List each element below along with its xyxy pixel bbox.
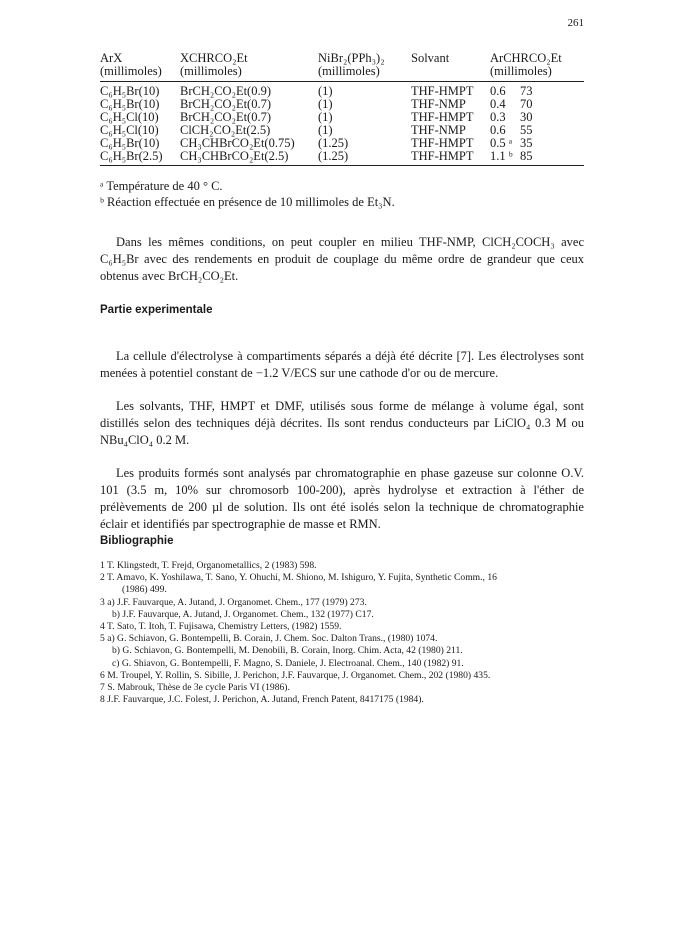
paragraph-coupling bbox=[100, 234, 584, 285]
header-product-label: ArCHRCO₂Et bbox=[490, 51, 562, 65]
header-ester-unit: (millimoles) bbox=[180, 64, 242, 78]
cell-product-mmol: 0.6 bbox=[490, 84, 506, 98]
results-table bbox=[100, 52, 584, 166]
cell-yield: 85 bbox=[520, 150, 584, 166]
cell-solvent: THF-HMPT bbox=[411, 150, 490, 166]
header-catalyst-unit: (millimoles) bbox=[318, 64, 380, 78]
header-arx-label: ArX bbox=[100, 51, 123, 65]
table-footnotes bbox=[100, 178, 395, 210]
table-row bbox=[100, 98, 584, 111]
reference-item-continuation: (1986) 499. bbox=[122, 584, 167, 596]
reference-item: 7 S. Mabrouk, Thèse de 3e cycle Paris VI (1986). bbox=[100, 682, 290, 694]
table-body bbox=[100, 82, 584, 166]
cell-ester: BrCH₂CO₂Et(0.7) bbox=[180, 97, 272, 111]
cell-product-mmol: 0.6 bbox=[490, 123, 506, 137]
paragraph-electrolysis-cell bbox=[100, 348, 584, 382]
page-number: 261 bbox=[567, 17, 584, 29]
cell-ester: CH₃CHBrCO₂Et(0.75) bbox=[180, 136, 295, 150]
reference-item-sub: c) G. Shiavon, G. Bontempelli, F. Magno, S. Daniele, J. Electroanal. Chem., 140 (1982) 91. bbox=[112, 657, 464, 669]
cell-arx: C₆H₅Br(10) bbox=[100, 84, 160, 98]
cell-ester: ClCH₂CO₂Et(2.5) bbox=[180, 123, 271, 137]
cell-catalyst: (1) bbox=[318, 123, 333, 137]
cell-yield: 73 bbox=[520, 84, 533, 98]
paragraph-analysis bbox=[100, 465, 584, 533]
reference-item: 6 M. Troupel, Y. Rollin, S. Sibille, J. Perichon, J.F. Fauvarque, J. Organomet. Chem., 202 (1980) 435. bbox=[100, 669, 491, 681]
cell-catalyst: (1) bbox=[318, 110, 333, 124]
cell-yield: 30 bbox=[520, 110, 533, 124]
cell-arx: C₆H₅Br(10) bbox=[100, 97, 160, 111]
cell-yield: 35 bbox=[520, 136, 533, 150]
header-arx bbox=[100, 52, 180, 82]
paragraph-analysis-text: Les produits formés sont analysés par chromatographie en phase gazeuse sur colonne O.V. 101 (3.5 m, 10% sur chromosorb 100-200), après hydrolyse et extraction à l'éther de prélèvements de 200 µl de solution. Ils ont été isolés selon la technique de chromatographie éclair et identifiés par spectrographie de masse et RMN. bbox=[100, 466, 584, 531]
cell-product-mmol: 0.5 ᵃ bbox=[490, 136, 513, 150]
cell-product-mmol: 0.4 bbox=[490, 97, 506, 111]
table-row bbox=[100, 82, 584, 99]
cell-solvent: THF-NMP bbox=[411, 123, 466, 137]
reference-item: 1 T. Klingstedt, T. Frejd, Organometallics, 2 (1983) 598. bbox=[100, 560, 317, 571]
header-arx-unit: (millimoles) bbox=[100, 64, 162, 78]
cell-arx: C₆H₅Br(2.5) bbox=[100, 150, 180, 166]
footnote-b: ᵇ Réaction effectuée en présence de 10 millimoles de Et₃N. bbox=[100, 195, 395, 209]
cell-arx: C₆H₅Cl(10) bbox=[100, 123, 159, 137]
cell-yield: 55 bbox=[520, 123, 533, 137]
footnote-a: ᵃ Température de 40 ° C. bbox=[100, 179, 223, 193]
cell-yield: 70 bbox=[520, 97, 533, 111]
section-heading-experimental: Partie experimentale bbox=[100, 304, 213, 316]
cell-ester: BrCH₂CO₂Et(0.9) bbox=[180, 84, 272, 98]
reference-item: 3 a) J.F. Fauvarque, A. Jutand, J. Organomet. Chem., 177 (1979) 273. bbox=[100, 596, 367, 608]
cell-catalyst: (1.25) bbox=[318, 150, 411, 166]
reference-item-sub: b) J.F. Fauvarque, A. Jutand, J. Organomet. Chem., 132 (1977) C17. bbox=[112, 608, 374, 620]
header-ester bbox=[180, 52, 318, 82]
header-catalyst-label: NiBr₂(PPh₃)₂ bbox=[318, 51, 385, 65]
cell-catalyst: (1) bbox=[318, 97, 333, 111]
paragraph-solvents-text: Les solvants, THF, HMPT et DMF, utilisés sous forme de mélange à volume égal, sont distillés selon des techniques déjà décrites. Ils sont rendus conducteurs par LiClO₄ 0.3 M ou NBu₄ClO₄ 0.2 M. bbox=[100, 399, 584, 447]
cell-ester: BrCH₂CO₂Et(0.7) bbox=[180, 110, 272, 124]
table-header bbox=[100, 52, 584, 82]
cell-arx: C₆H₅Cl(10) bbox=[100, 110, 159, 124]
section-heading-bibliography: Bibliographie bbox=[100, 535, 174, 547]
cell-solvent: THF-HMPT bbox=[411, 136, 474, 150]
reference-item-sub: b) G. Schiavon, G. Bontempelli, M. Denobili, B. Corain, Inorg. Chim. Acta, 42 (1980) 211. bbox=[112, 645, 463, 657]
reference-item: 8 J.F. Fauvarque, J.C. Folest, J. Perichon, A. Jutand, French Patent, 8417175 (1984). bbox=[100, 694, 424, 706]
reference-item: 5 a) G. Schiavon, G. Bontempelli, B. Corain, J. Chem. Soc. Dalton Trans., (1980) 1074. bbox=[100, 633, 438, 645]
cell-catalyst: (1) bbox=[318, 84, 333, 98]
table-header-row bbox=[100, 52, 584, 82]
cell-arx: C₆H₅Br(10) bbox=[100, 136, 160, 150]
paragraph-solvents bbox=[100, 398, 584, 449]
cell-solvent: THF-HMPT bbox=[411, 84, 474, 98]
header-ester-label: XCHRCO₂Et bbox=[180, 51, 248, 65]
table-row bbox=[100, 150, 584, 166]
cell-product-mmol: 1.1 ᵇ bbox=[490, 150, 520, 166]
cell-solvent: THF-HMPT bbox=[411, 110, 474, 124]
header-product-unit: (millimoles) bbox=[490, 64, 552, 78]
reference-item: 2 T. Amavo, K. Yoshilawa, T. Sano, Y. Ohuchi, M. Shiono, M. Ishiguro, Y. Fujita, Synthetic Comm., 16 bbox=[100, 572, 497, 584]
header-catalyst bbox=[318, 52, 411, 82]
header-solvent bbox=[411, 52, 490, 82]
paragraph-coupling-text: Dans les mêmes conditions, on peut coupler en milieu THF-NMP, ClCH₂COCH₃ avec C₆H₅Br avec des rendements en produit de couplage du même ordre de grandeur que ceux obtenus avec BrCH₂CO₂Et. bbox=[100, 235, 584, 283]
cell-solvent: THF-NMP bbox=[411, 97, 466, 111]
header-solvent-label: Solvant bbox=[411, 51, 450, 65]
cell-ester: CH₃CHBrCO₂Et(2.5) bbox=[180, 150, 318, 166]
reference-list bbox=[100, 560, 590, 706]
cell-product-mmol: 0.3 bbox=[490, 110, 506, 124]
header-product bbox=[490, 52, 584, 82]
cell-catalyst: (1.25) bbox=[318, 136, 349, 150]
paragraph-electrolysis-cell-text: La cellule d'électrolyse à compartiments séparés a déjà été décrite [7]. Les électrolyses sont menées à potentiel constant de −1.2 V/ECS sur une cathode d'or ou de mercure. bbox=[100, 349, 584, 380]
reference-item: 4 T. Sato, T. Itoh, T. Fujisawa, Chemistry Letters, (1982) 1559. bbox=[100, 621, 342, 633]
table-row bbox=[100, 111, 584, 124]
